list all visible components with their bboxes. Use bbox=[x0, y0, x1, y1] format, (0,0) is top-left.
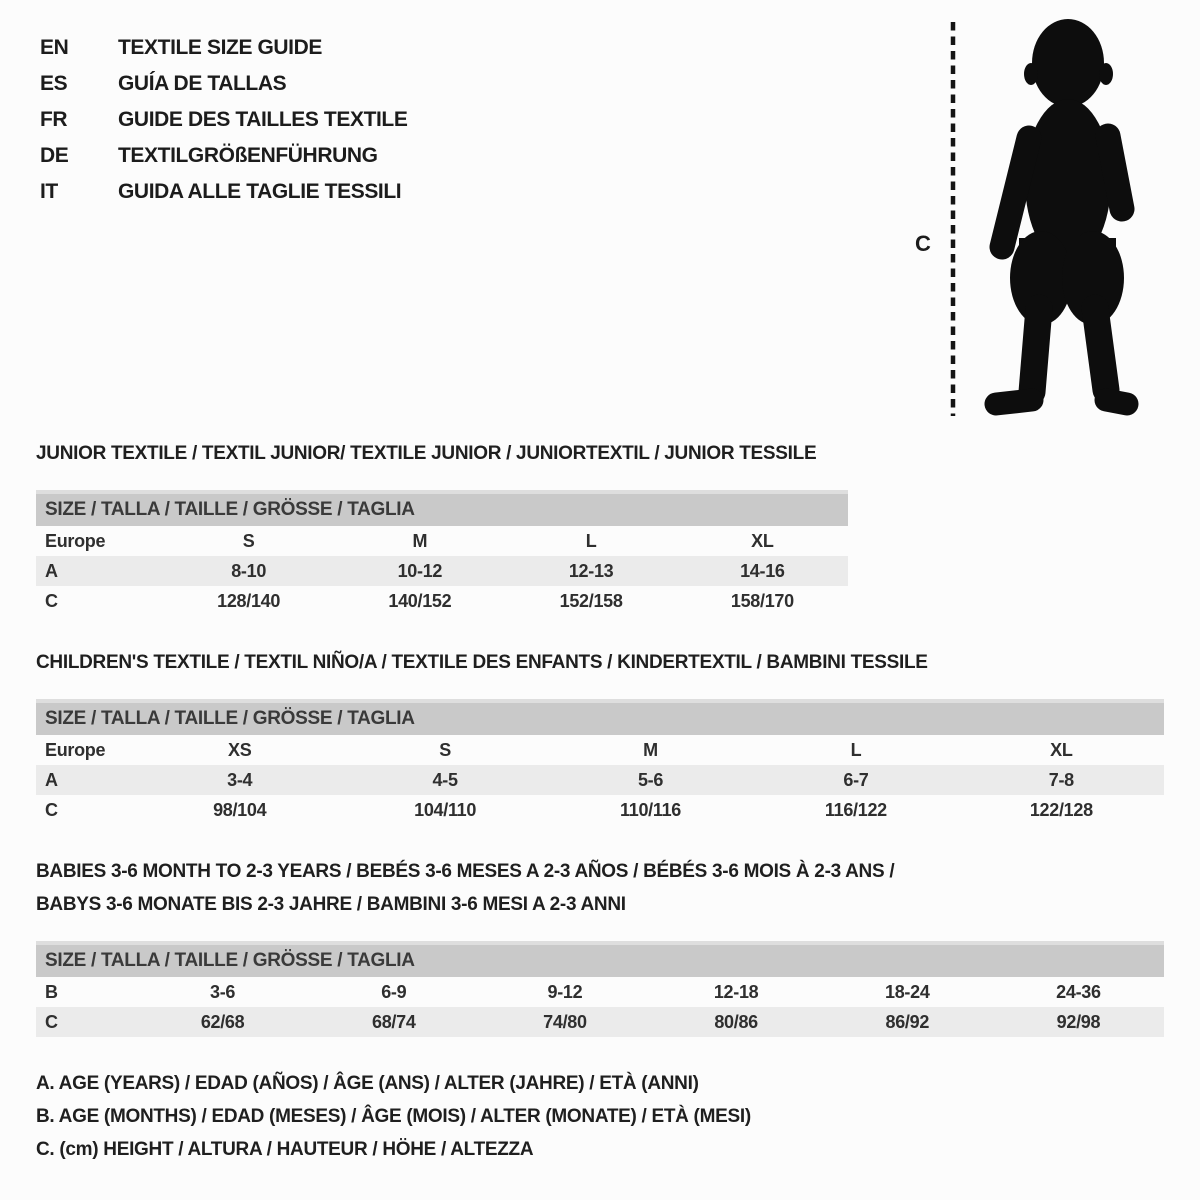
language-code: FR bbox=[40, 108, 68, 131]
language-title: GUIDA ALLE TAGLIE TESSILI bbox=[118, 180, 402, 203]
table-cell: 7-8 bbox=[1048, 770, 1074, 790]
table-cell: 12-18 bbox=[713, 982, 759, 1002]
language-row-en bbox=[40, 30, 407, 66]
language-title: TEXTILE SIZE GUIDE bbox=[118, 36, 322, 59]
table-cell: 62/68 bbox=[200, 1012, 245, 1032]
table-cell: 116/122 bbox=[824, 800, 887, 820]
row-label: C bbox=[45, 1012, 58, 1032]
size-column-label: S bbox=[242, 531, 255, 551]
language-row-it bbox=[40, 174, 407, 210]
size-column-label: M bbox=[412, 531, 428, 551]
language-row-fr bbox=[40, 102, 407, 138]
table-row bbox=[36, 1007, 1164, 1037]
region-label: Europe bbox=[45, 740, 106, 760]
table-cell: 12-13 bbox=[568, 561, 614, 581]
size-column-label: M bbox=[643, 740, 658, 760]
table-cell: 3-4 bbox=[227, 770, 253, 790]
table-cell: 24-36 bbox=[1056, 982, 1101, 1002]
language-code: EN bbox=[40, 36, 69, 59]
section-title-children bbox=[36, 646, 1164, 679]
row-label: C bbox=[45, 591, 58, 611]
table-cell: 152/158 bbox=[559, 591, 623, 611]
table-row bbox=[36, 556, 848, 586]
section-title-line: BABIES 3-6 MONTH TO 2-3 YEARS / BEBÉS 3-6 MESES A 2-3 AÑOS / BÉBÉS 3-6 MOIS À 2-3 ANS / bbox=[36, 861, 895, 882]
table-cell: 104/110 bbox=[414, 800, 477, 820]
table-cell: 68/74 bbox=[371, 1012, 416, 1032]
table-cell: 158/170 bbox=[730, 591, 794, 611]
table-cell: 6-9 bbox=[381, 982, 407, 1002]
size-column-label: XL bbox=[751, 531, 774, 551]
language-row-de bbox=[40, 138, 407, 174]
row-label: A bbox=[45, 561, 58, 581]
toddler-silhouette-icon bbox=[996, 19, 1127, 404]
size-column-label: S bbox=[439, 740, 451, 760]
table-cell: 4-5 bbox=[432, 770, 458, 790]
table-cell: 9-12 bbox=[547, 982, 583, 1002]
language-row-es bbox=[40, 66, 407, 102]
language-code: ES bbox=[40, 72, 68, 95]
section-title-babies bbox=[36, 855, 1164, 921]
language-title: GUIDE DES TAILLES TEXTILE bbox=[118, 108, 408, 131]
section-children bbox=[36, 646, 1164, 825]
section-junior bbox=[36, 437, 1164, 616]
table-cell: 74/80 bbox=[543, 1012, 587, 1032]
table-cell: 140/152 bbox=[388, 591, 452, 611]
section-title-junior bbox=[36, 437, 1164, 470]
footnotes bbox=[36, 1067, 1164, 1166]
section-title-line: BABYS 3-6 MONATE BIS 2-3 JAHRE / BAMBINI 3-6 MESI A 2-3 ANNI bbox=[36, 894, 626, 915]
language-title: TEXTILGRÖßENFÜHRUNG bbox=[118, 144, 378, 167]
height-figure bbox=[905, 8, 1150, 428]
size-table-babies bbox=[36, 941, 1164, 1037]
size-column-label: L bbox=[850, 740, 862, 760]
table-cell: 80/86 bbox=[714, 1012, 758, 1032]
table-cell: 8-10 bbox=[231, 561, 267, 581]
language-code: DE bbox=[40, 144, 69, 167]
table-cell: 5-6 bbox=[637, 770, 664, 790]
size-header-bar: SIZE / TALLA / TAILLE / GRÖSSE / TAGLIA bbox=[36, 941, 1164, 977]
table-cell: 10-12 bbox=[397, 561, 443, 581]
row-label: A bbox=[45, 770, 58, 790]
row-label: C bbox=[45, 800, 58, 820]
section-title-line: JUNIOR TEXTILE / TEXTIL JUNIOR/ TEXTILE JUNIOR / JUNIORTEXTIL / JUNIOR TESSILE bbox=[36, 443, 817, 464]
language-title-list bbox=[40, 30, 407, 210]
language-title: GUÍA DE TALLAS bbox=[118, 72, 287, 95]
footnote-line: B. AGE (MONTHS) / EDAD (MESES) / ÂGE (MOIS) / ALTER (MONATE) / ETÀ (MESI) bbox=[36, 1106, 751, 1127]
table-cell: 92/98 bbox=[1056, 1012, 1101, 1032]
size-header-bar: SIZE / TALLA / TAILLE / GRÖSSE / TAGLIA bbox=[36, 699, 1164, 735]
row-label: B bbox=[45, 982, 58, 1002]
size-column-label: XL bbox=[1050, 740, 1073, 760]
table-row bbox=[36, 586, 848, 616]
height-measure-label: C bbox=[915, 231, 931, 256]
section-babies bbox=[36, 855, 1164, 1037]
column-header-row bbox=[36, 526, 848, 556]
table-cell: 86/92 bbox=[885, 1012, 930, 1032]
region-label: Europe bbox=[45, 531, 106, 551]
table-row bbox=[36, 765, 1164, 795]
footnote-line: A. AGE (YEARS) / EDAD (AÑOS) / ÂGE (ANS) / ALTER (JAHRE) / ETÀ (ANNI) bbox=[36, 1073, 699, 1094]
table-cell: 18-24 bbox=[885, 982, 930, 1002]
table-cell: 3-6 bbox=[210, 982, 236, 1002]
table-cell: 14-16 bbox=[740, 561, 785, 581]
height-figure-svg bbox=[905, 8, 1150, 428]
section-title-line: CHILDREN'S TEXTILE / TEXTIL NIÑO/A / TEXTILE DES ENFANTS / KINDERTEXTIL / BAMBINI TESSILE bbox=[36, 652, 928, 673]
footnote-line: C. (cm) HEIGHT / ALTURA / HAUTEUR / HÖHE / ALTEZZA bbox=[36, 1139, 534, 1160]
table-row bbox=[36, 977, 1164, 1007]
size-table-junior bbox=[36, 490, 848, 616]
size-column-label: L bbox=[585, 531, 597, 551]
table-row bbox=[36, 795, 1164, 825]
table-cell: 110/116 bbox=[620, 800, 681, 820]
language-code: IT bbox=[40, 180, 58, 203]
size-column-label: XS bbox=[227, 740, 252, 760]
size-tables-content bbox=[36, 437, 1164, 1166]
table-cell: 128/140 bbox=[217, 591, 281, 611]
table-cell: 6-7 bbox=[843, 770, 869, 790]
column-header-row bbox=[36, 735, 1164, 765]
table-cell: 122/128 bbox=[1029, 800, 1093, 820]
size-table-children bbox=[36, 699, 1164, 825]
size-header-bar: SIZE / TALLA / TAILLE / GRÖSSE / TAGLIA bbox=[36, 490, 848, 526]
table-cell: 98/104 bbox=[213, 800, 267, 820]
